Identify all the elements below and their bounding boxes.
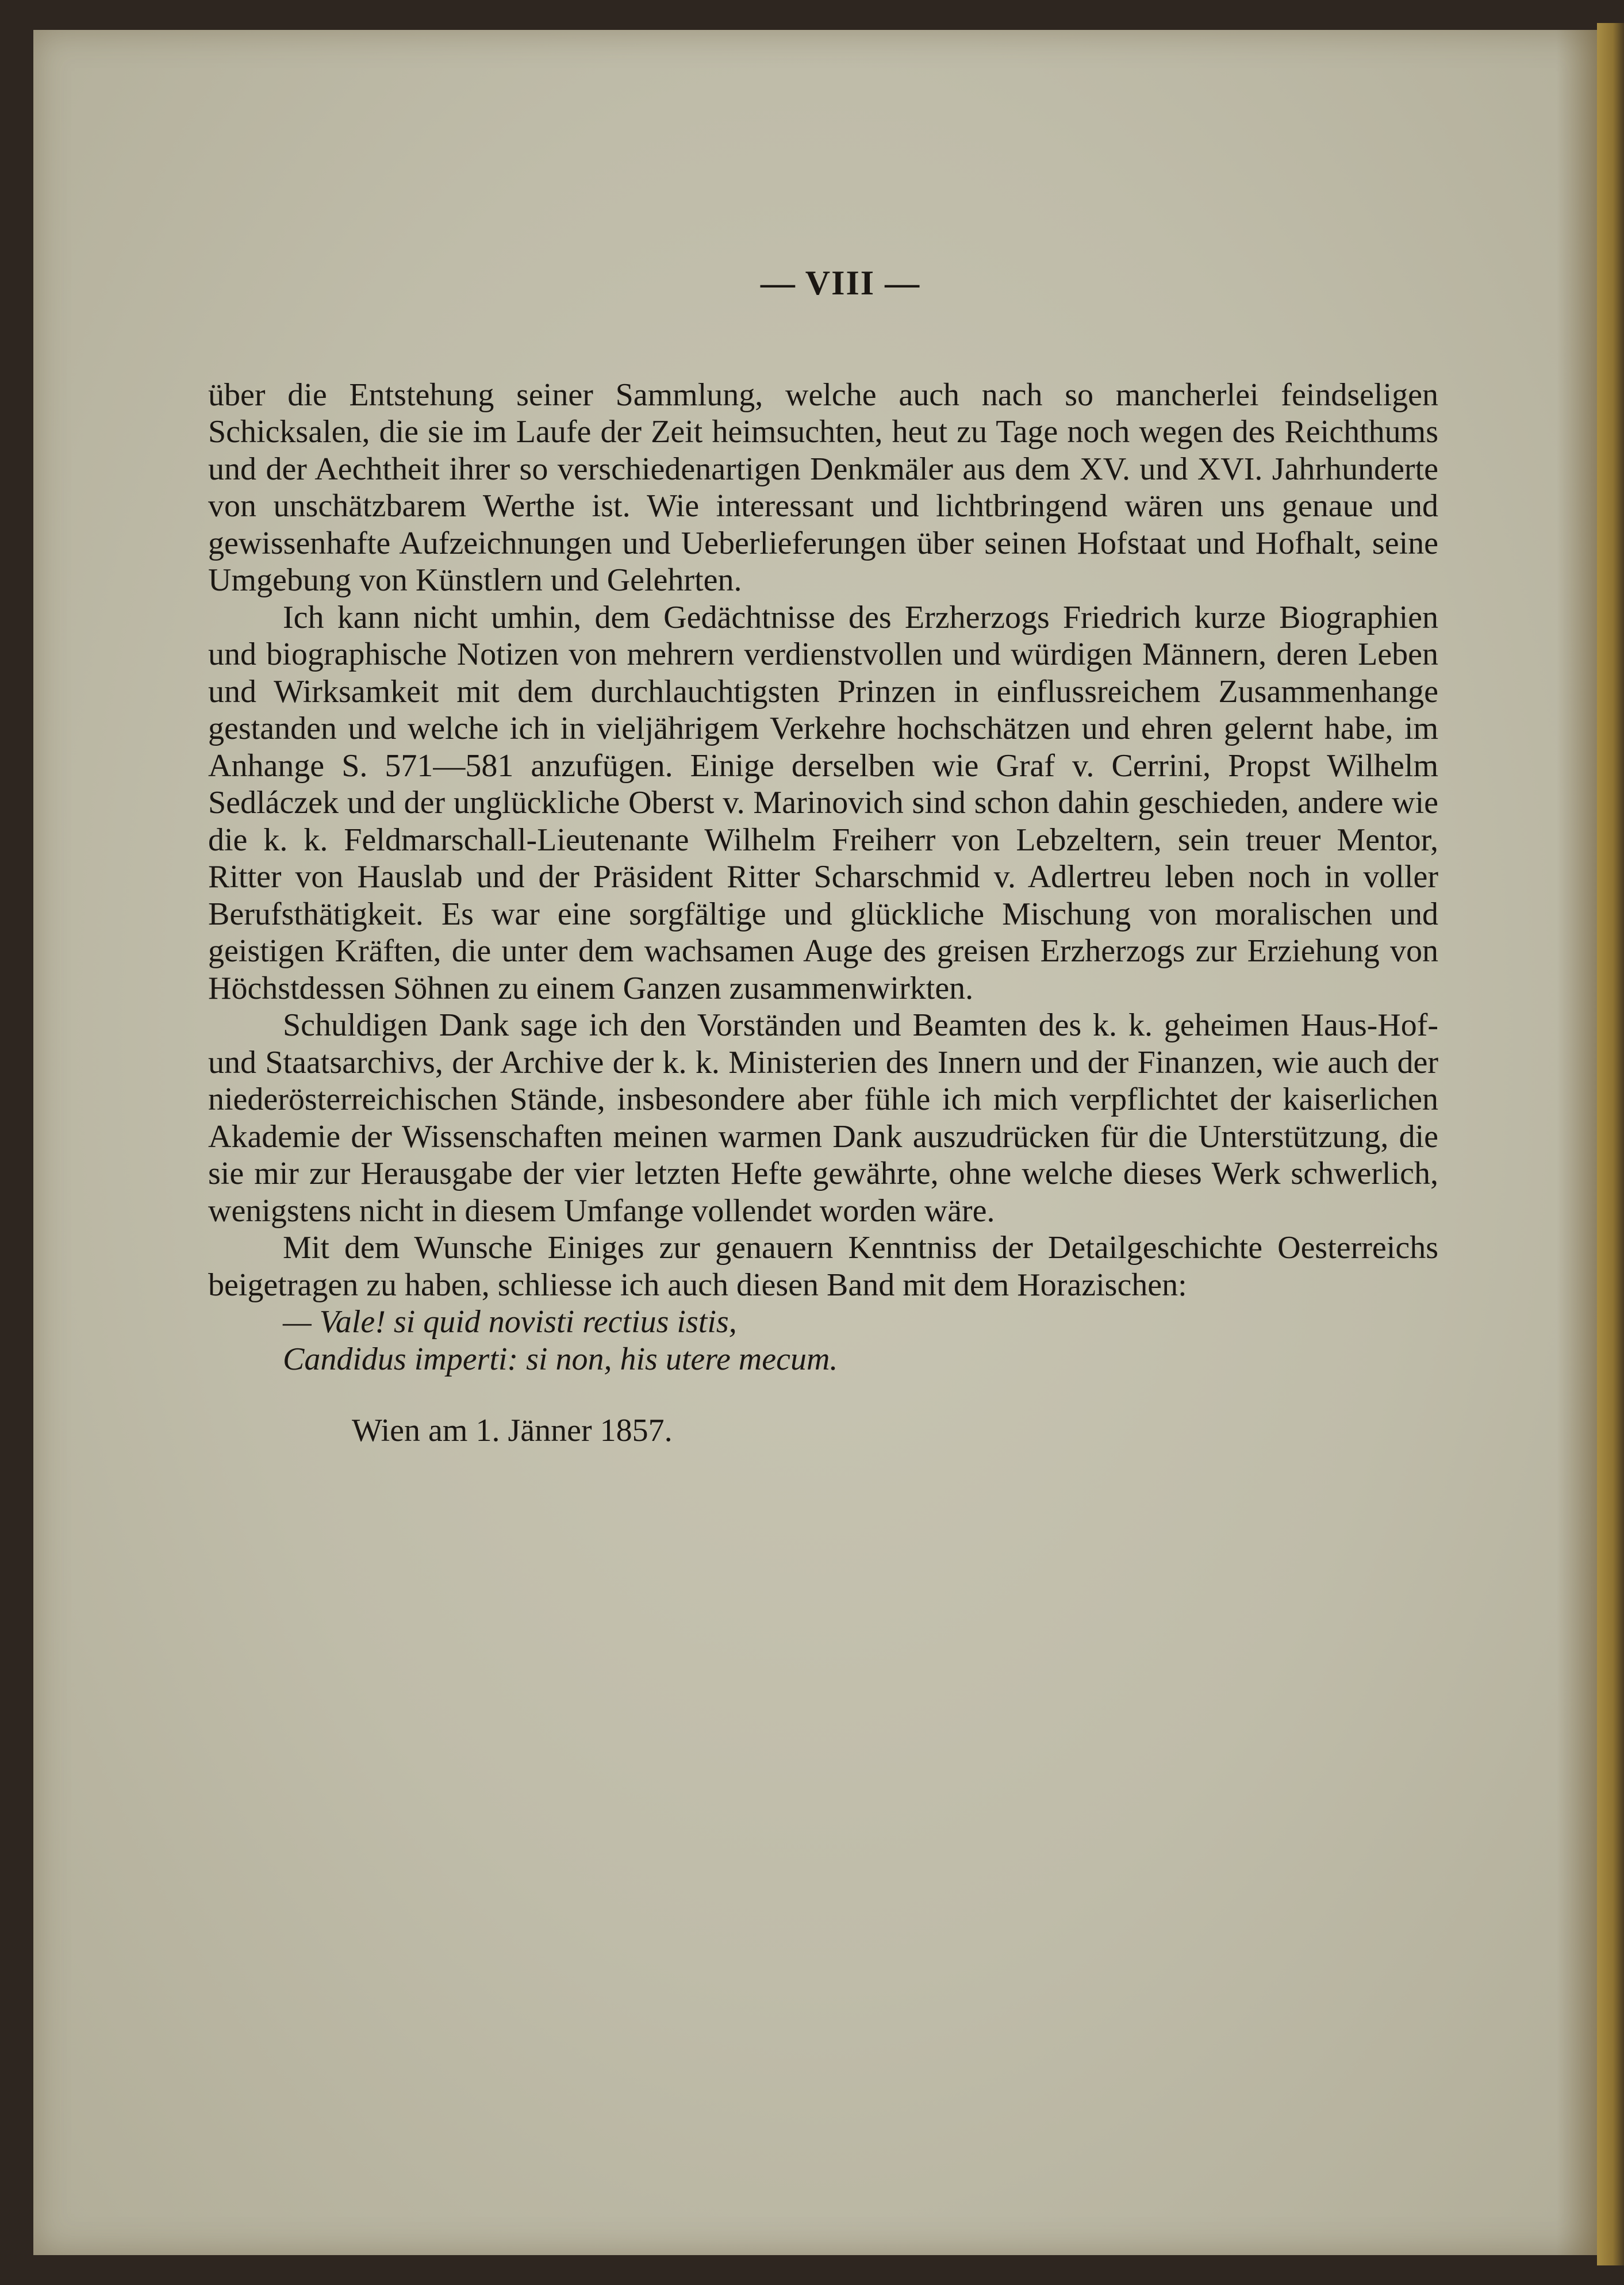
paragraph-2: Ich kann nicht umhin, dem Gedächtnisse des Erzherzogs Friedrich kurze Biographien und biographische Notizen von mehrern verdienstvollen und würdigen Männern, deren Leben und Wirksamkeit mit dem durchlauchtigsten Prinzen in einflussreichem Zusammenhange gestanden und welche ich in vieljährigem Verkehre hochschätzen und ehren gelernt habe, im Anhange S. 571—581 anzufügen. Einige derselben wie Graf v. Cerrini, Propst Wilhelm Sedláczek und der unglückliche Oberst v. Marinovich sind schon dahin geschieden, andere wie die k. k. Feldmarschall-Lieutenante Wilhelm Freiherr von Lebzeltern, sein treuer Mentor, Ritter von Hauslab und der Präsident Ritter Scharschmid v. Adlertreu leben noch in voller Berufsthätigkeit. Es war eine sorgfältige und glückliche Mischung von moralischen und geistigen Kräften, die unter dem wachsamen Auge des greisen Erzherzogs zur Erziehung von Höchstdessen Söhnen zu einem Ganzen zusammenwirkten. xyxy=(208,599,1438,1006)
page-number-header: — VIII — xyxy=(760,264,921,302)
binding-shadow xyxy=(1557,30,1597,2255)
text-block xyxy=(208,264,1438,1450)
paragraph-4: Mit dem Wunsche Einiges zur genauern Kenntniss der Detailgeschichte Oesterreichs beigetragen zu haben, schliesse ich auch diesen Band mit dem Horazischen: xyxy=(208,1230,1438,1303)
horace-quote-line-1: — Vale! si quid novisti rectius istis, xyxy=(283,1304,737,1340)
paragraph-1: über die Entstehung seiner Sammlung, welche auch nach so mancherlei feindseligen Schicksalen, die sie im Laufe der Zeit heimsuchten, heut zu Tage noch wegen des Reichthums und der Aechtheit ihrer so verschiedenartigen Denkmäler aus dem XV. und XVI. Jahrhunderte von unschätzbarem Werthe ist. Wie interessant und lichtbringend wären uns genaue und gewissenhafte Aufzeichnungen und Ueberlieferungen über seinen Hofstaat und Hofhalt, seine Umgebung von Künstlern und Gelehrten. xyxy=(208,377,1438,598)
date-signature: Wien am 1. Jänner 1857. xyxy=(352,1413,673,1448)
horace-quote-line-2: Candidus imperti: si non, his utere mecum. xyxy=(283,1341,838,1377)
paragraph-3: Schuldigen Dank sage ich den Vorständen und Beamten des k. k. geheimen Haus-Hof- und Staatsarchivs, der Archive der k. k. Ministerien des Innern und der Finanzen, wie auch der niederösterreichischen Stände, insbesondere aber fühle ich mich verpflichtet der kaiserlichen Akademie der Wissenschaften meinen warmen Dank auszudrücken für die Unterstützung, die sie mir zur Herausgabe der vier letzten Hefte gewährte, ohne welche dieses Werk schwerlich, wenigstens nicht in diesem Umfange vollendet worden wäre. xyxy=(208,1007,1438,1229)
page-edge xyxy=(1597,23,1624,2265)
